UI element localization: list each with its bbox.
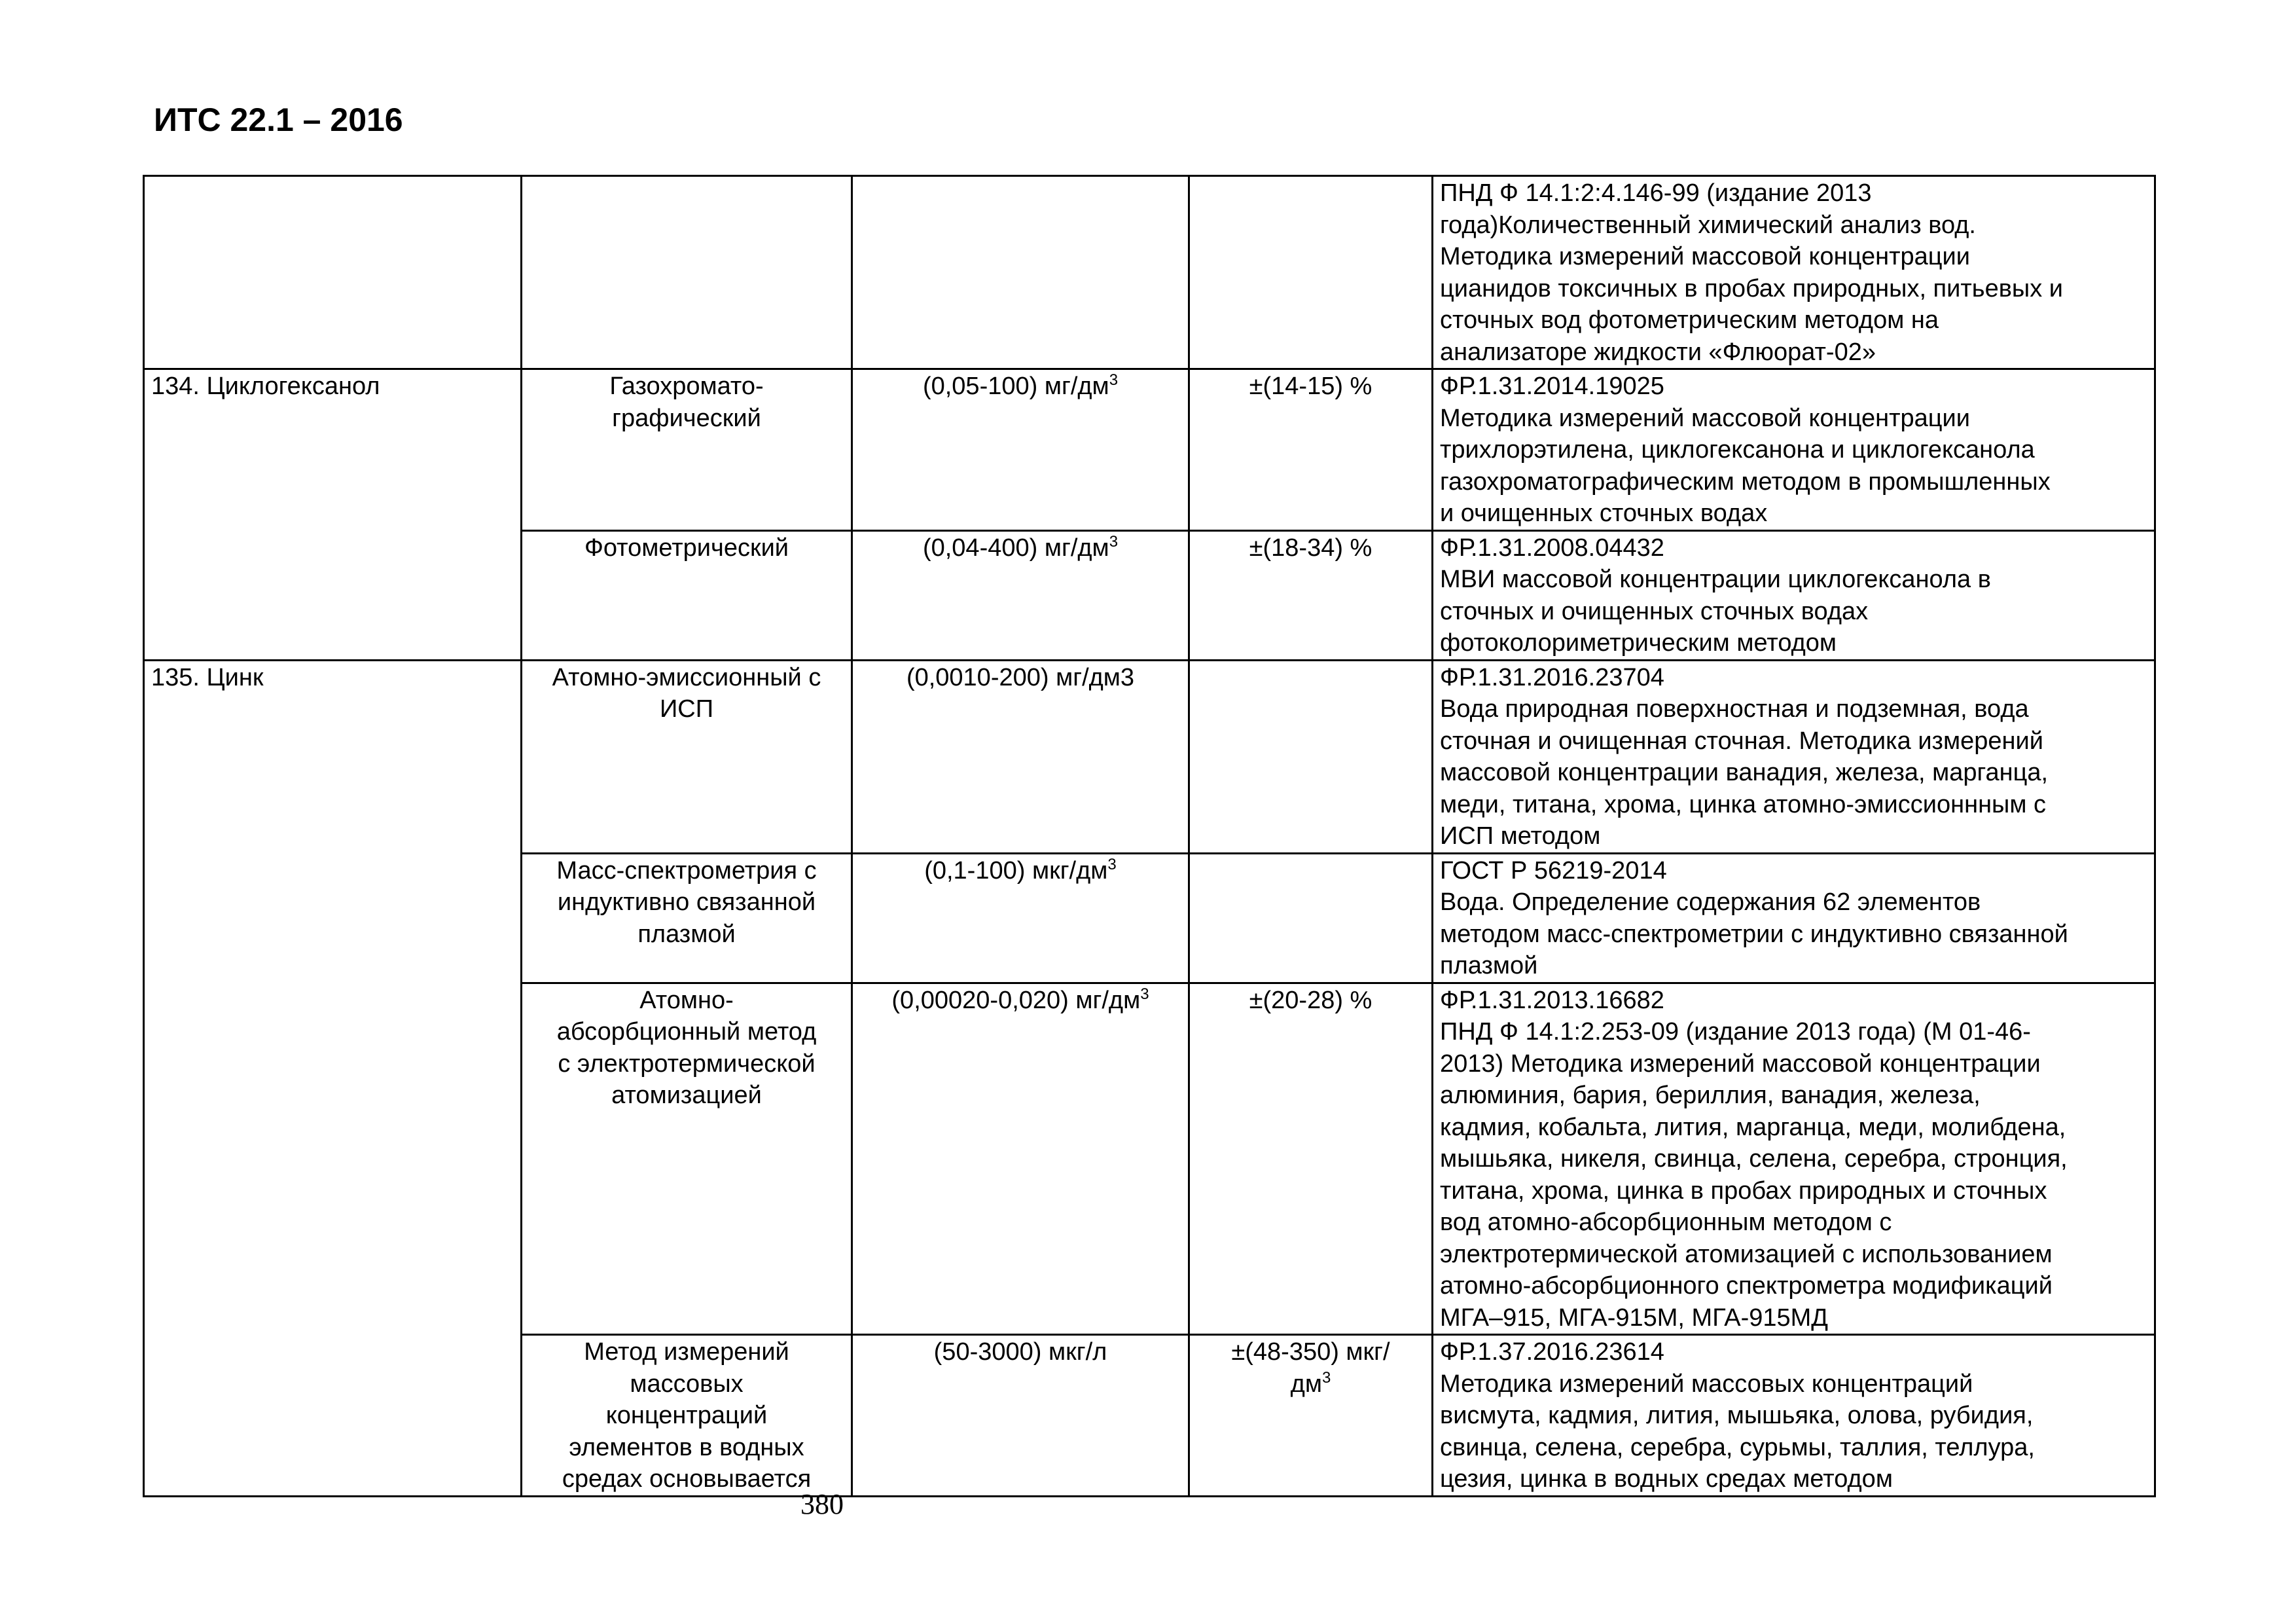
range-value: (0,00020-0,020) $мг/дм^3$ <box>891 985 1149 1014</box>
doc-line: ИСП методом <box>1440 822 1601 850</box>
document-header: ИТС 22.1 – 2016 <box>154 101 403 138</box>
method-line: атомизацией <box>611 1082 762 1109</box>
error-cell <box>1189 983 1433 1335</box>
doc-line: Методика измерений массовых концентраций <box>1440 1370 1973 1398</box>
method-cell <box>522 853 852 983</box>
doc-line: ГОСТ Р 56219-2014 <box>1440 856 1667 884</box>
document-cell <box>1433 369 2155 531</box>
error-cell <box>1189 176 1433 369</box>
doc-line: газохроматографическим методом в промышленных <box>1440 467 2051 496</box>
doc-line: ФР.1.31.2016.23704 <box>1440 663 1664 691</box>
doc-line: Вода. Определение содержания 62 элементов <box>1440 888 1981 916</box>
method-line: Масс-спектрометрия с <box>556 856 817 884</box>
range-cell <box>852 530 1189 660</box>
error-value: ±(18-34) % <box>1249 534 1372 562</box>
doc-line: МВИ массовой концентрации циклогексанола в <box>1440 566 1991 593</box>
doc-line: плазмой <box>1440 952 1538 979</box>
document-cell <box>1433 1335 2155 1497</box>
doc-line: анализаторе жидкости «Флюорат-02» <box>1440 338 1876 366</box>
doc-line: массовой концентрации ванадия, железа, марганца, <box>1440 759 2049 786</box>
range-value: (0,05-100) $мг/дм^3$ <box>922 371 1119 400</box>
doc-line: кадмия, кобальта, лития, марганца, меди, молибдена, <box>1440 1113 2066 1141</box>
range-value: (50-3000) мкг/л <box>933 1338 1107 1366</box>
method-line: Атомно-эмиссионный с <box>552 663 821 691</box>
doc-line: цианидов токсичных в пробах природных, питьевых и <box>1440 274 2063 302</box>
substance-name: 135. Цинк <box>151 663 264 691</box>
method-line: массовых <box>630 1370 744 1398</box>
doc-line: Методика измерений массовой концентрации <box>1440 243 1970 270</box>
doc-line: алюминия, бария, бериллия, ванадия, железа, <box>1440 1082 1981 1109</box>
doc-line: свинца, селена, серебра, сурьмы, таллия, теллура, <box>1440 1433 2035 1461</box>
doc-line: МГА–915, МГА-915М, МГА-915МД <box>1440 1304 1829 1332</box>
document-cell <box>1433 853 2155 983</box>
method-cell <box>522 983 852 1335</box>
method-line: графический <box>612 404 761 432</box>
table-row <box>144 369 2155 531</box>
doc-line: вод атомно-абсорбционным методом с <box>1440 1209 1892 1236</box>
method-line: с электротермической <box>558 1049 816 1078</box>
doc-line: года)Количественный химический анализ вод. <box>1440 211 1976 239</box>
substance-cell <box>144 369 522 661</box>
method-line: Метод измерений <box>584 1338 789 1366</box>
doc-line: методом масс-спектрометрии с индуктивно связанной <box>1440 920 2068 948</box>
doc-line: атомно-абсорбционного спектрометра модификаций <box>1440 1272 2053 1300</box>
method-line: плазмой <box>637 920 736 948</box>
doc-line: и очищенных сточных водах <box>1440 500 1768 527</box>
document-cell <box>1433 176 2155 369</box>
document-cell <box>1433 660 2155 853</box>
error-value: ±(20-28) % <box>1249 986 1372 1014</box>
doc-line: ФР.1.31.2013.16682 <box>1440 986 1664 1014</box>
doc-line: фотоколориметрическим методом <box>1440 629 1837 657</box>
doc-line: сточная и очищенная сточная. Методика измерений <box>1440 727 2043 755</box>
error-cell <box>1189 530 1433 660</box>
range-cell <box>852 176 1189 369</box>
doc-line: сточных и очищенных сточных водах <box>1440 597 1869 625</box>
doc-line: Методика измерений массовой концентрации <box>1440 404 1970 432</box>
range-value: (0,04-400) $мг/дм^3$ <box>922 532 1119 562</box>
range-value: (0,1-100) мкг/$дм^3$ <box>924 855 1117 884</box>
method-line: индуктивно связанной <box>557 888 816 916</box>
doc-line: 2013) Методика измерений массовой концентрации <box>1440 1049 2041 1078</box>
method-line: элементов в водных <box>569 1433 804 1461</box>
doc-line: ФР.1.31.2014.19025 <box>1440 373 1664 400</box>
doc-line: электротермической атомизацией с использованием <box>1440 1240 2053 1268</box>
method-line: средах основывается <box>562 1465 812 1493</box>
method-line: Газохромато- <box>609 373 764 400</box>
error-cell <box>1189 369 1433 531</box>
substance-cell <box>144 176 522 369</box>
doc-line: ПНД Ф 14.1:2.253-09 (издание 2013 года) (М 01-46- <box>1440 1018 2031 1046</box>
document-cell <box>1433 983 2155 1335</box>
range-value: (0,0010-200) мг/дм3 <box>906 663 1135 691</box>
methods-table <box>143 175 2156 1497</box>
method-cell <box>522 530 852 660</box>
method-cell <box>522 1335 852 1497</box>
method-line: ИСП <box>659 695 714 723</box>
doc-line: цезия, цинка в водных средах методом <box>1440 1465 1893 1493</box>
doc-line: ПНД Ф 14.1:2:4.146-99 (издание 2013 <box>1440 179 1872 207</box>
error-cell <box>1189 1335 1433 1497</box>
doc-line: ФР.1.31.2008.04432 <box>1440 534 1664 562</box>
doc-line: трихлорэтилена, циклогексанона и циклогексанола <box>1440 436 2035 464</box>
doc-line: меди, титана, хрома, цинка атомно-эмиссионнным с <box>1440 790 2047 818</box>
method-line: концентраций <box>605 1402 768 1429</box>
range-cell <box>852 853 1189 983</box>
method-cell <box>522 176 852 369</box>
doc-line: ФР.1.37.2016.23614 <box>1440 1338 1664 1366</box>
doc-line: сточных вод фотометрическим методом на <box>1440 306 1939 334</box>
document-cell <box>1433 530 2155 660</box>
method-cell <box>522 369 852 531</box>
error-line: ±(48-350) мкг/ <box>1231 1338 1390 1366</box>
table-row <box>144 660 2155 853</box>
table-row <box>144 176 2155 369</box>
range-cell <box>852 369 1189 531</box>
doc-line: мышьяка, никеля, свинца, селена, серебра, стронция, <box>1440 1145 2068 1173</box>
error-cell <box>1189 853 1433 983</box>
method-line: Атомно- <box>639 986 734 1014</box>
method-line: абсорбционный метод <box>556 1018 817 1046</box>
substance-name: 134. Циклогексанол <box>151 373 380 400</box>
doc-line: Вода природная поверхностная и подземная, вода <box>1440 695 2029 723</box>
range-cell <box>852 1335 1189 1497</box>
substance-cell <box>144 660 522 1496</box>
method-line: Фотометрический <box>584 534 789 562</box>
error-line: $дм^3$ <box>1290 1368 1331 1398</box>
error-cell <box>1189 660 1433 853</box>
page-number: 380 <box>800 1488 844 1520</box>
range-cell <box>852 660 1189 853</box>
method-cell <box>522 660 852 853</box>
error-value: ±(14-15) % <box>1249 373 1372 400</box>
doc-line: висмута, кадмия, лития, мышьяка, олова, рубидия, <box>1440 1402 2034 1429</box>
range-cell <box>852 983 1189 1335</box>
doc-line: титана, хрома, цинка в пробах природных и сточных <box>1440 1176 2047 1205</box>
